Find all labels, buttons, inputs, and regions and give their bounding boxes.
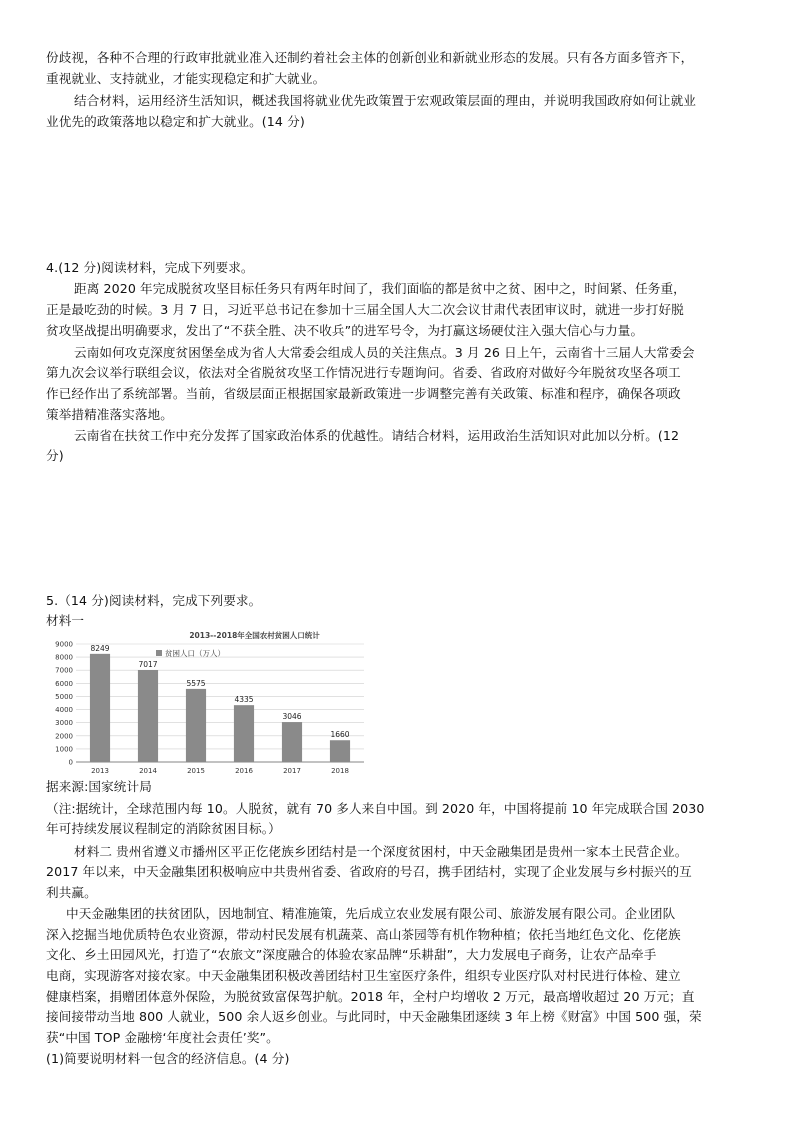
question-prompt: 云南省在扶贫工作中充分发挥了国家政治体系的优越性。请结合材料，运用政治生活知识对此加以分析。(12 xyxy=(74,428,680,443)
text-line: 文化、乡土田园风光，打造了“农旅文”深度融合的体验农家品牌“乐耕甜”，大力发展电子商务，让农产品牵手 xyxy=(46,947,657,962)
text-line: 正是最吃劲的时候。3 月 7 日，习近平总书记在参加十三届全国人大二次会议甘肃代表团审议时，就进一步打好脱 xyxy=(46,302,684,317)
text-line: 贫攻坚战提出明确要求，发出了“不获全胜、决不收兵”的进军号令，为打赢这场硬仗注入强大信心与力量。 xyxy=(46,323,644,338)
bar xyxy=(186,689,206,762)
bar xyxy=(330,740,350,762)
bar-value-label: 3046 xyxy=(282,712,302,722)
y-tick-label: 7000 xyxy=(55,666,73,675)
legend-swatch xyxy=(156,650,162,656)
x-tick-label: 2014 xyxy=(139,767,157,775)
y-tick-label: 8000 xyxy=(55,653,73,662)
y-tick-label: 1000 xyxy=(55,745,73,754)
x-tick-label: 2017 xyxy=(283,767,301,775)
question-prompt: 分) xyxy=(46,448,64,463)
bar-value-label: 4335 xyxy=(234,695,254,705)
bar-value-label: 8249 xyxy=(90,643,110,653)
note-line: （注:据统计，全球范围内每 10。人脱贫，就有 70 多人来自中国。到 2020 年，中国将提前 10 年完成联合国 2030 xyxy=(46,801,705,816)
chart-title: 2013--2018年全国农村贫困人口统计 xyxy=(189,631,320,640)
text-line: 电商，实现游客对接农家。中天金融集团积极改善团结村卫生室医疗条件，组织专业医疗队对村民进行体检、建立 xyxy=(46,968,681,983)
text-line: 获“中国 TOP 金融榜‘年度社会责任’奖”。 xyxy=(46,1030,279,1045)
question-prompt: 业优先的政策落地以稳定和扩大就业。(14 分) xyxy=(46,114,305,129)
bar xyxy=(234,705,254,762)
poverty-bar-chart xyxy=(46,628,372,778)
x-tick-label: 2013 xyxy=(91,767,109,775)
bar-value-label: 1660 xyxy=(330,730,350,740)
bar xyxy=(282,722,302,762)
y-tick-label: 4000 xyxy=(55,706,73,715)
text-line: 2017 年以来，中天金融集团积极响应中共贵州省委、省政府的号召，携手团结村，实现了企业发展与乡村振兴的互 xyxy=(46,864,692,879)
question-4-heading: 4.(12 分)阅读材料，完成下列要求。 xyxy=(46,260,254,275)
x-tick-label: 2016 xyxy=(235,767,253,775)
material-1-label: 材料一 xyxy=(46,613,85,628)
material-2-line: 材料二 贵州省遵义市播州区平正仡佬族乡团结村是一个深度贫困村，中天金融集团是贵州一家本土民营企业。 xyxy=(74,844,688,859)
text-line: 份歧视，各种不合理的行政审批就业准入还制约着社会主体的创新创业和新就业形态的发展。只有各方面多管齐下， xyxy=(46,50,694,65)
legend-label: 贫困人口（万人） xyxy=(165,649,225,658)
bar-value-label: 5575 xyxy=(186,678,206,688)
bar-value-label: 7017 xyxy=(138,659,158,669)
text-line: 策举措精准落实落地。 xyxy=(46,407,173,422)
question-prompt: 结合材料，运用经济生活知识，概述我国将就业优先政策置于宏观政策层面的理由，并说明我国政府如何让就业 xyxy=(74,93,696,108)
text-line: 云南如何攻克深度贫困堡垒成为省人大常委会组成人员的关注焦点。3 月 26 日上午，云南省十三届人大常委会 xyxy=(74,345,695,360)
chart-svg xyxy=(46,628,372,778)
text-line: 深入挖掘当地优质特色农业资源，带动村民发展有机蔬菜、高山茶园等有机作物种植；依托当地红色文化、仡佬族 xyxy=(46,927,681,942)
question-5-heading: 5.（14 分)阅读材料，完成下列要求。 xyxy=(46,593,262,608)
text-line: 中天金融集团的扶贫团队，因地制宜、精准施策，先后成立农业发展有限公司、旅游发展有限公司。企业团队 xyxy=(66,906,676,921)
text-line: 距离 2020 年完成脱贫攻坚目标任务只有两年时间了，我们面临的都是贫中之贫、困中之，时间紧、任务重， xyxy=(74,281,686,296)
y-tick-label: 2000 xyxy=(55,732,73,741)
bar xyxy=(138,670,158,762)
y-tick-label: 9000 xyxy=(55,640,73,649)
note-line: 年可持续发展议程制定的消除贫困目标。） xyxy=(46,821,281,836)
text-line: 利共赢。 xyxy=(46,885,97,900)
sub-question-1: (1)简要说明材料一包含的经济信息。(4 分) xyxy=(46,1051,290,1066)
x-tick-label: 2015 xyxy=(187,767,205,775)
y-tick-label: 5000 xyxy=(55,692,73,701)
data-source: 据来源:国家统计局 xyxy=(46,779,152,794)
y-tick-label: 6000 xyxy=(55,679,73,688)
text-line: 第九次会议举行联组会议，依法对全省脱贫攻坚工作情况进行专题询问。省委、省政府对做好今年脱贫攻坚各项工 xyxy=(46,365,681,380)
x-tick-label: 2018 xyxy=(331,767,349,775)
text-line: 接间接带动当地 800 人就业，500 余人返乡创业。与此同时，中天金融集团逐续 3 年上榜《财富》中国 500 强，荣 xyxy=(46,1009,702,1024)
text-line: 作已经作出了系统部署。当前，省级层面正根据国家最新政策进一步调整完善有关政策、标准和程序，确保各项政 xyxy=(46,386,681,401)
text-line: 重视就业、支持就业，才能实现稳定和扩大就业。 xyxy=(46,71,326,86)
y-tick-label: 0 xyxy=(68,758,73,767)
y-tick-label: 3000 xyxy=(55,719,73,728)
bar xyxy=(90,654,110,762)
text-line: 健康档案，捐赠团体意外保险，为脱贫致富保驾护航。2018 年，全村户均增收 2 万元，最高增收超过 20 万元；直 xyxy=(46,989,695,1004)
